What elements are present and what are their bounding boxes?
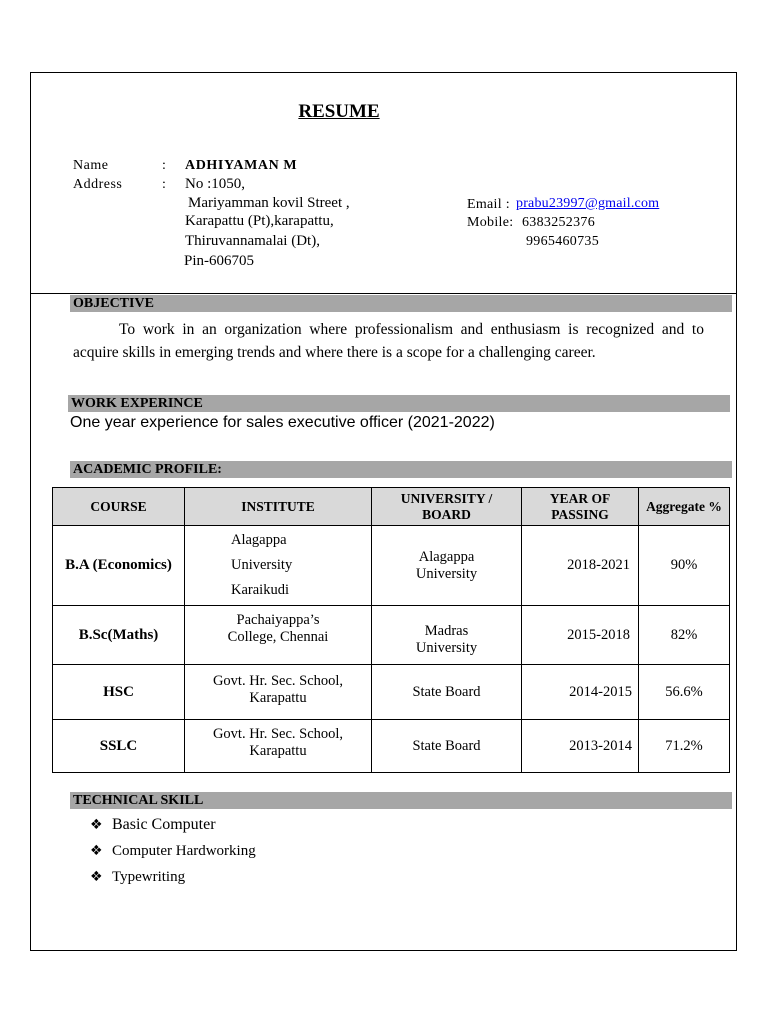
year-cell: 2018-2021 <box>522 526 639 606</box>
mobile-number-2: 9965460735 <box>526 234 599 249</box>
mobile-number-1: 6383252376 <box>522 215 595 230</box>
year-cell: 2015-2018 <box>522 606 639 665</box>
table-row <box>53 606 730 665</box>
column-header-aggregate: Aggregate % <box>639 488 730 526</box>
aggregate-cell: 90% <box>639 526 730 606</box>
work-experience-section-bar <box>68 395 730 412</box>
technical-skill-heading: TECHNICAL SKILL <box>73 793 204 808</box>
table-row <box>53 526 730 606</box>
column-header-year-of-passing: YEAR OF PASSING <box>522 488 639 526</box>
table-row <box>53 665 730 720</box>
course-cell: HSC <box>53 665 185 720</box>
aggregate-cell: 71.2% <box>639 720 730 773</box>
institute-cell <box>185 526 372 606</box>
skill-label: Basic Computer <box>112 816 216 833</box>
institute-line: Karaikudi <box>231 582 289 598</box>
address-separator: : <box>162 177 167 192</box>
email-label: Email : <box>467 197 510 212</box>
year-cell: 2014-2015 <box>522 665 639 720</box>
board-cell: Madras University <box>372 606 522 665</box>
column-header-institute: INSTITUTE <box>185 488 372 526</box>
board-cell: Alagappa University <box>372 526 522 606</box>
work-experience-text: One year experience for sales executive officer (2021-2022) <box>70 414 495 431</box>
board-cell: State Board <box>372 720 522 773</box>
address-line-5: Pin-606705 <box>184 253 255 269</box>
candidate-name: ADHIYAMAN M <box>185 158 298 173</box>
address-line-1: No :1050, <box>185 176 245 192</box>
institute-cell: Govt. Hr. Sec. School, Karapattu <box>185 665 372 720</box>
mobile-label: Mobile: <box>467 215 514 230</box>
academic-profile-table <box>52 487 730 773</box>
table-row <box>53 720 730 773</box>
aggregate-cell: 56.6% <box>639 665 730 720</box>
email-link[interactable]: prabu23997@gmail.com <box>516 196 660 211</box>
course-cell: B.A (Economics) <box>53 526 185 606</box>
institute-cell: Govt. Hr. Sec. School, Karapattu <box>185 720 372 773</box>
diamond-bullet-icon: ❖ <box>90 869 103 885</box>
resume-title: RESUME <box>298 101 380 122</box>
list-item <box>90 814 256 840</box>
academic-profile-section-bar <box>70 461 732 478</box>
course-cell: SSLC <box>53 720 185 773</box>
year-cell: 2013-2014 <box>522 720 639 773</box>
academic-profile-heading: ACADEMIC PROFILE: <box>73 462 222 477</box>
name-separator: : <box>162 158 167 173</box>
name-label: Name <box>73 158 109 173</box>
header-divider <box>30 293 737 294</box>
institute-cell: Pachaiyappa’s College, Chennai <box>185 606 372 665</box>
address-line-2: Mariyamman kovil Street , <box>188 195 350 211</box>
institute-line: Alagappa <box>231 532 287 548</box>
board-cell: State Board <box>372 665 522 720</box>
address-line-3: Karapattu (Pt),karapattu, <box>185 213 334 229</box>
work-experience-heading: WORK EXPERINCE <box>71 396 203 411</box>
objective-section-bar <box>70 295 732 312</box>
address-label: Address <box>73 177 123 192</box>
list-item <box>90 866 256 892</box>
diamond-bullet-icon: ❖ <box>90 843 103 859</box>
institute-line: University <box>231 557 293 573</box>
technical-skill-list <box>90 814 256 892</box>
list-item <box>90 840 256 866</box>
course-cell: B.Sc(Maths) <box>53 606 185 665</box>
objective-text: To work in an organization where professionalism and enthusiasm is recognized and to acquire skills in emerging trends and where there is a scope for a challenging career. <box>73 321 704 361</box>
technical-skill-section-bar <box>70 792 732 809</box>
aggregate-cell: 82% <box>639 606 730 665</box>
address-line-4: Thiruvannamalai (Dt), <box>185 233 320 249</box>
diamond-bullet-icon: ❖ <box>90 817 103 833</box>
column-header-university-board: UNIVERSITY / BOARD <box>372 488 522 526</box>
skill-label: Typewriting <box>112 869 186 885</box>
skill-label: Computer Hardworking <box>112 843 256 859</box>
objective-heading: OBJECTIVE <box>73 296 154 311</box>
table-header-row <box>53 488 730 526</box>
column-header-course: COURSE <box>53 488 185 526</box>
